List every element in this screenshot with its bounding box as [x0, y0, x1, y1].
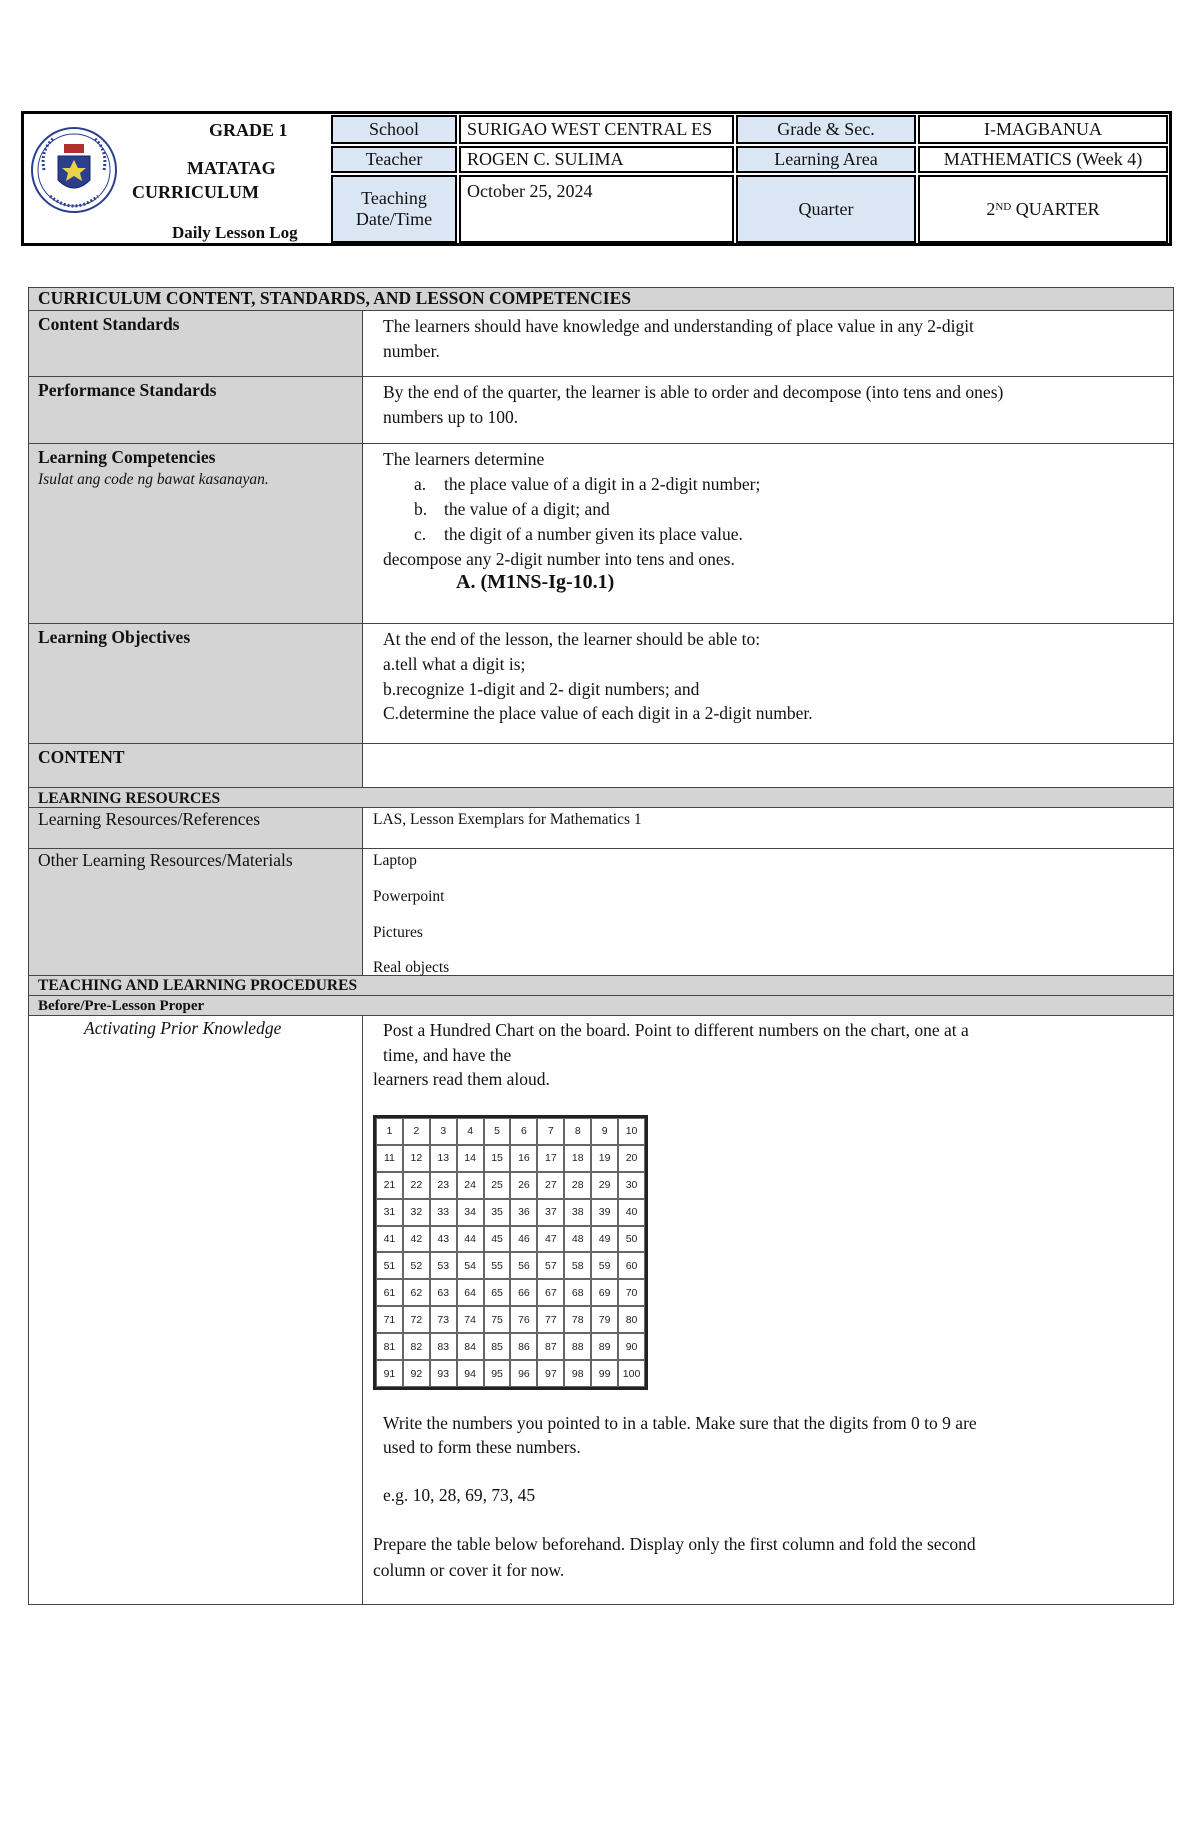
- hundred-chart-cell: 25: [484, 1172, 511, 1199]
- brand-block: [119, 114, 349, 243]
- hundred-chart-cell: 82: [403, 1333, 430, 1360]
- teacher-label: Teacher: [331, 146, 457, 173]
- matatag-title: MATATAG: [187, 158, 276, 178]
- grade-sec-value: I-MAGBANUA: [918, 115, 1168, 144]
- hundred-chart-cell: 2: [403, 1118, 430, 1145]
- hundred-chart-cell: 74: [457, 1306, 484, 1333]
- prepare-line-1: Prepare the table below beforehand. Display only the first column and fold the second: [373, 1534, 976, 1554]
- hundred-chart-cell: 48: [564, 1226, 591, 1253]
- hundred-chart-cell: 44: [457, 1226, 484, 1253]
- hundred-chart-cell: 75: [484, 1306, 511, 1333]
- teaching-date-value: October 25, 2024: [459, 175, 734, 243]
- hundred-chart-cell: 54: [457, 1252, 484, 1279]
- learning-area-value: MATHEMATICS (Week 4): [918, 146, 1168, 173]
- hundred-chart-cell: 35: [484, 1199, 511, 1226]
- hundred-chart-cell: 1: [376, 1118, 403, 1145]
- deped-seal-icon: [30, 120, 118, 220]
- grade-sec-label: Grade & Sec.: [736, 115, 916, 144]
- objective-line-4: C.determine the place value of each digit in a 2-digit number.: [383, 703, 813, 723]
- quarter-value: [918, 175, 1168, 243]
- competency-a-text: the place value of a digit in a 2-digit number;: [444, 474, 761, 494]
- daily-lesson-log-title: Daily Lesson Log: [172, 223, 298, 242]
- performance-standards-line-1: By the end of the quarter, the learner is able to order and decompose (into tens and ones): [383, 382, 1004, 402]
- hundred-chart-cell: 53: [430, 1252, 457, 1279]
- lesson-table: [28, 287, 1174, 1604]
- hundred-chart-cell: 78: [564, 1306, 591, 1333]
- hundred-chart-cell: 22: [403, 1172, 430, 1199]
- hundred-chart-cell: 9: [591, 1118, 618, 1145]
- references-value: LAS, Lesson Exemplars for Mathematics 1: [373, 811, 642, 828]
- objective-line-1: At the end of the lesson, the learner should be able to:: [383, 629, 761, 649]
- hundred-chart-cell: 93: [430, 1360, 457, 1387]
- hundred-chart-cell: 18: [564, 1145, 591, 1172]
- competencies-decompose: decompose any 2-digit number into tens and ones.: [383, 549, 735, 569]
- hundred-chart-cell: 59: [591, 1252, 618, 1279]
- grade-title: GRADE 1: [209, 120, 288, 140]
- hundred-chart-cell: 92: [403, 1360, 430, 1387]
- prepare-line-2: column or cover it for now.: [373, 1560, 565, 1580]
- hundred-chart-cell: 27: [537, 1172, 564, 1199]
- hundred-chart-cell: 42: [403, 1226, 430, 1253]
- hundred-chart-cell: 65: [484, 1279, 511, 1306]
- hundred-chart-cell: 51: [376, 1252, 403, 1279]
- hundred-chart-cell: 41: [376, 1226, 403, 1253]
- hundred-chart-cell: 85: [484, 1333, 511, 1360]
- hundred-chart-cell: 98: [564, 1360, 591, 1387]
- hundred-chart-cell: 88: [564, 1333, 591, 1360]
- hundred-chart-cell: 38: [564, 1199, 591, 1226]
- hundred-chart-cell: 99: [591, 1360, 618, 1387]
- performance-standards-line-2: numbers up to 100.: [383, 407, 519, 427]
- hundred-chart-cell: 72: [403, 1306, 430, 1333]
- content-standards-line-1: The learners should have knowledge and understanding of place value in any 2-digit: [383, 316, 974, 336]
- content-standards-label: Content Standards: [38, 314, 180, 334]
- hundred-chart-cell: 43: [430, 1226, 457, 1253]
- hundred-chart-cell: 71: [376, 1306, 403, 1333]
- activating-line-1: Post a Hundred Chart on the board. Point to different numbers on the chart, one at a: [383, 1020, 969, 1040]
- other-resources-label: Other Learning Resources/Materials: [38, 850, 293, 870]
- hundred-chart-cell: 91: [376, 1360, 403, 1387]
- hundred-chart-cell: 76: [510, 1306, 537, 1333]
- hundred-chart-cell: 49: [591, 1226, 618, 1253]
- competency-a-marker: a.: [414, 474, 427, 494]
- competencies-intro: The learners determine: [383, 449, 545, 469]
- learning-resources-heading: LEARNING RESOURCES: [38, 790, 221, 807]
- learning-competencies-label: Learning Competencies: [38, 447, 216, 467]
- resource-item: Laptop: [373, 852, 417, 869]
- hundred-chart-cell: 56: [510, 1252, 537, 1279]
- quarter-label: Quarter: [736, 175, 916, 243]
- hundred-chart-cell: 45: [484, 1226, 511, 1253]
- school-value: SURIGAO WEST CENTRAL ES: [459, 115, 734, 144]
- hundred-chart-cell: 50: [618, 1226, 645, 1253]
- hundred-chart-cell: 6: [510, 1118, 537, 1145]
- quarter-number: 2: [986, 198, 996, 219]
- hundred-chart-cell: 21: [376, 1172, 403, 1199]
- hundred-chart-cell: 5: [484, 1118, 511, 1145]
- quarter-word: QUARTER: [1015, 198, 1100, 219]
- teaching-date-label-line1: Teaching: [361, 188, 427, 208]
- hundred-chart-cell: 86: [510, 1333, 537, 1360]
- hundred-chart-cell: 90: [618, 1333, 645, 1360]
- resource-item: Pictures: [373, 924, 423, 941]
- hundred-chart-cell: 87: [537, 1333, 564, 1360]
- hundred-chart-cell: 77: [537, 1306, 564, 1333]
- hundred-chart-cell: 63: [430, 1279, 457, 1306]
- curriculum-title: CURRICULUM: [132, 182, 259, 202]
- performance-standards-label: Performance Standards: [38, 380, 217, 400]
- competency-c-text: the digit of a number given its place value.: [444, 524, 743, 544]
- hundred-chart-cell: 28: [564, 1172, 591, 1199]
- teaching-date-label: [331, 175, 457, 243]
- hundred-chart-cell: 97: [537, 1360, 564, 1387]
- hundred-chart: [373, 1115, 648, 1390]
- resource-item: Powerpoint: [373, 888, 445, 905]
- hundred-chart-cell: 70: [618, 1279, 645, 1306]
- procedures-heading: TEACHING AND LEARNING PROCEDURES: [38, 977, 358, 994]
- hundred-chart-cell: 47: [537, 1226, 564, 1253]
- quarter-superscript: ND: [995, 201, 1012, 213]
- hundred-chart-cell: 13: [430, 1145, 457, 1172]
- hundred-chart-cell: 17: [537, 1145, 564, 1172]
- activating-line-2: time, and have the: [383, 1045, 512, 1065]
- hundred-chart-cell: 100: [618, 1360, 645, 1387]
- hundred-chart-cell: 33: [430, 1199, 457, 1226]
- learning-objectives-label: Learning Objectives: [38, 627, 191, 647]
- references-label: Learning Resources/References: [38, 809, 261, 829]
- learning-competencies-note: Isulat ang code ng bawat kasanayan.: [38, 471, 269, 488]
- hundred-chart-cell: 30: [618, 1172, 645, 1199]
- hundred-chart-cell: 15: [484, 1145, 511, 1172]
- hundred-chart-cell: 34: [457, 1199, 484, 1226]
- write-line-2: used to form these numbers.: [383, 1437, 581, 1457]
- hundred-chart-cell: 36: [510, 1199, 537, 1226]
- hundred-chart-cell: 81: [376, 1333, 403, 1360]
- hundred-chart-cell: 20: [618, 1145, 645, 1172]
- hundred-chart-cell: 66: [510, 1279, 537, 1306]
- hundred-chart-cell: 68: [564, 1279, 591, 1306]
- objective-line-3: b.recognize 1-digit and 2- digit numbers; and: [383, 679, 700, 699]
- hundred-chart-cell: 10: [618, 1118, 645, 1145]
- hundred-chart-cell: 94: [457, 1360, 484, 1387]
- hundred-chart-cell: 12: [403, 1145, 430, 1172]
- hundred-chart-cell: 3: [430, 1118, 457, 1145]
- hundred-chart-cell: 14: [457, 1145, 484, 1172]
- activating-line-3: learners read them aloud.: [373, 1069, 550, 1089]
- learning-area-label: Learning Area: [736, 146, 916, 173]
- hundred-chart-cell: 7: [537, 1118, 564, 1145]
- hundred-chart-cell: 89: [591, 1333, 618, 1360]
- hundred-chart-cell: 23: [430, 1172, 457, 1199]
- before-heading: Before/Pre-Lesson Proper: [38, 998, 205, 1014]
- hundred-chart-cell: 83: [430, 1333, 457, 1360]
- hundred-chart-cell: 39: [591, 1199, 618, 1226]
- hundred-chart-cell: 96: [510, 1360, 537, 1387]
- competency-c-marker: c.: [414, 524, 427, 544]
- hundred-chart-cell: 69: [591, 1279, 618, 1306]
- hundred-chart-cell: 55: [484, 1252, 511, 1279]
- hundred-chart-cell: 79: [591, 1306, 618, 1333]
- content-standards-line-2: number.: [383, 341, 440, 361]
- curriculum-heading: CURRICULUM CONTENT, STANDARDS, AND LESSON COMPETENCIES: [38, 288, 631, 308]
- hundred-chart-cell: 19: [591, 1145, 618, 1172]
- objective-line-2: a.tell what a digit is;: [383, 654, 526, 674]
- hundred-chart-cell: 62: [403, 1279, 430, 1306]
- hundred-chart-cell: 8: [564, 1118, 591, 1145]
- competencies-code: A. (M1NS-Ig-10.1): [456, 571, 615, 593]
- competency-b-marker: b.: [414, 499, 428, 519]
- hundred-chart-cell: 67: [537, 1279, 564, 1306]
- hundred-chart-cell: 73: [430, 1306, 457, 1333]
- write-line-1: Write the numbers you pointed to in a table. Make sure that the digits from 0 to 9 are: [383, 1413, 977, 1433]
- hundred-chart-cell: 4: [457, 1118, 484, 1145]
- competency-b-text: the value of a digit; and: [444, 499, 610, 519]
- hundred-chart-cell: 29: [591, 1172, 618, 1199]
- hundred-chart-cell: 16: [510, 1145, 537, 1172]
- activating-label: Activating Prior Knowledge: [84, 1018, 282, 1038]
- resource-item: Real objects: [373, 959, 450, 976]
- hundred-chart-cell: 37: [537, 1199, 564, 1226]
- teaching-date-label-line2: Date/Time: [355, 209, 433, 229]
- hundred-chart-cell: 61: [376, 1279, 403, 1306]
- hundred-chart-cell: 57: [537, 1252, 564, 1279]
- hundred-chart-cell: 11: [376, 1145, 403, 1172]
- content-label: CONTENT: [38, 747, 125, 767]
- hundred-chart-cell: 31: [376, 1199, 403, 1226]
- example-numbers: e.g. 10, 28, 69, 73, 45: [383, 1485, 536, 1505]
- hundred-chart-cell: 40: [618, 1199, 645, 1226]
- hundred-chart-cell: 52: [403, 1252, 430, 1279]
- school-label: School: [331, 115, 457, 144]
- hundred-chart-cell: 58: [564, 1252, 591, 1279]
- hundred-chart-cell: 60: [618, 1252, 645, 1279]
- hundred-chart-cell: 64: [457, 1279, 484, 1306]
- hundred-chart-cell: 32: [403, 1199, 430, 1226]
- hundred-chart-cell: 80: [618, 1306, 645, 1333]
- hundred-chart-cell: 95: [484, 1360, 511, 1387]
- hundred-chart-cell: 26: [510, 1172, 537, 1199]
- teacher-value: ROGEN C. SULIMA: [459, 146, 734, 173]
- hundred-chart-cell: 84: [457, 1333, 484, 1360]
- hundred-chart-cell: 24: [457, 1172, 484, 1199]
- hundred-chart-cell: 46: [510, 1226, 537, 1253]
